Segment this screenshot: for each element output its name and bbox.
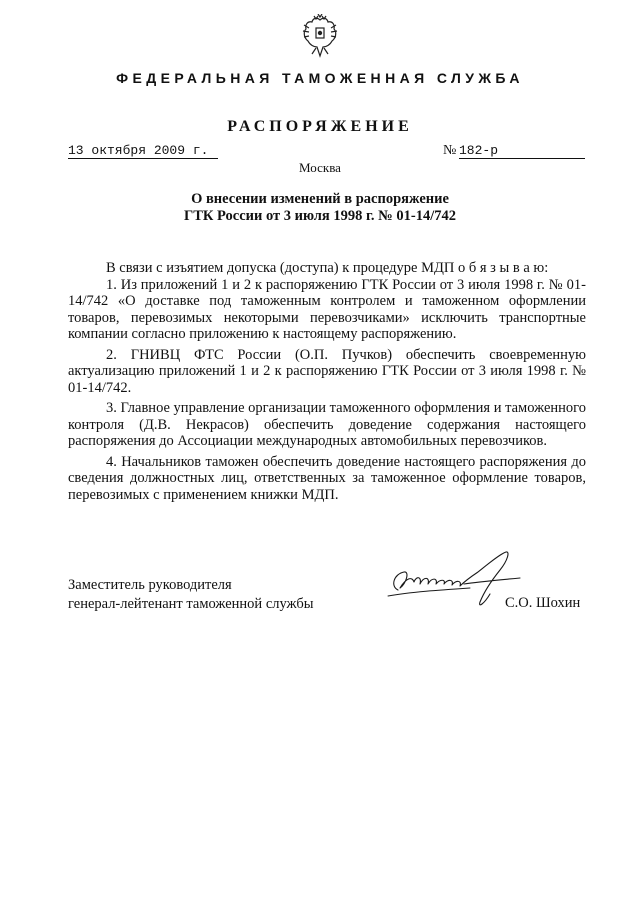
document-type: РАСПОРЯЖЕНИЕ	[227, 118, 413, 135]
body-item-1: 1. Из приложений 1 и 2 к распоряжению ГТК России от 3 июля 1998 г. № 01-14/742 «О доставке под таможенным контролем и таможенном оформлении товаров, перевозимых некоторыми перевозчиками» исключить транспортные компании согласно приложению к настоящему распоряжению.	[68, 276, 586, 342]
body-item-3: 3. Главное управление организации таможенного оформления и таможенного контроля (Д.В. Некрасов) обеспечить доведение содержания настоящего распоряжения до Ассоциации международных автомобильных перевозчиков.	[68, 400, 586, 449]
document-number-value: 182-р	[459, 143, 585, 159]
number-sign: №	[443, 143, 457, 158]
position-line-1: Заместитель руководителя	[68, 577, 232, 593]
position-line-2: генерал-лейтенант таможенной службы	[68, 596, 314, 612]
body-item-4: 4. Начальников таможен обеспечить доведение настоящего распоряжения до сведения должностных лиц, ответственных за таможенное оформление товаров, перевозимых с применением книжки МДП.	[68, 453, 586, 503]
document-date: 13 октября 2009 г.	[68, 143, 218, 159]
signatory-name: С.О. Шохин	[505, 595, 581, 611]
subject-line-2: ГТК России от 3 июля 1998 г. № 01-14/742	[184, 208, 456, 224]
agency-title: ФЕДЕРАЛЬНАЯ ТАМОЖЕННАЯ СЛУЖБА	[116, 70, 524, 86]
body-lead: В связи с изъятием допуска (доступа) к процедуре МДП о б я з ы в а ю:	[106, 260, 549, 276]
document-number	[443, 143, 585, 158]
signatory-position	[68, 576, 314, 614]
document-subject	[0, 191, 640, 225]
document-body	[68, 260, 586, 507]
document-city: Москва	[299, 160, 341, 175]
coat-of-arms-icon	[300, 14, 340, 62]
subject-line-1: О внесении изменений в распоряжение	[191, 191, 449, 207]
body-item-2: 2. ГНИВЦ ФТС России (О.П. Пучков) обеспечить своевременную актуализацию приложений 1 и 2 к распоряжению ГТК России от 3 июля 1998 г. № 01-14/742.	[68, 346, 586, 396]
